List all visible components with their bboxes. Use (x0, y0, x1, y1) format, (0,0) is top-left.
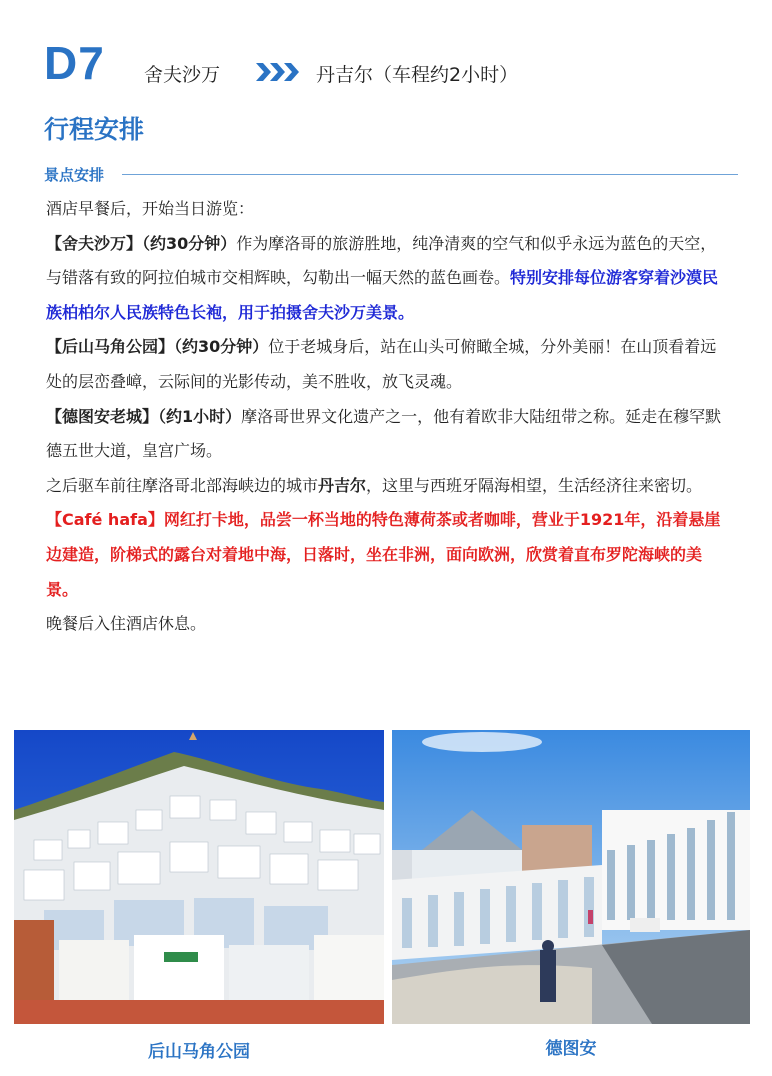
transfer-before: 之后驱车前往摩洛哥北部海峡边的城市 (46, 475, 319, 495)
section-title: 行程安排 (44, 115, 145, 144)
transfer-city: 丹吉尔 (318, 475, 367, 495)
hill-name: 【后山马角公园】 (46, 337, 175, 357)
intro-text: 酒店早餐后，开始当日游览： (46, 199, 255, 218)
tetouan-photo (392, 730, 750, 1024)
right-photo-caption: 德图安 (545, 1039, 597, 1059)
subsection-header (44, 162, 738, 188)
day-code: D7 (44, 37, 105, 89)
tetouan-paragraph (46, 400, 726, 469)
hill-paragraph (46, 330, 726, 399)
itinerary-body (46, 192, 726, 642)
transfer-paragraph (46, 469, 726, 504)
chefchaouen-duration: （约30分钟） (142, 233, 237, 253)
tetouan-text: 摩洛哥世界文化遗产之一，他有着欧非大陆纽带之称。延走在穆罕默德五世大道，皇宫广场。 (46, 406, 722, 461)
evening-text: 晚餐后入住酒店休息。 (46, 614, 207, 634)
subsection-divider (122, 174, 738, 175)
cafe-paragraph: 【Café hafa】网红打卡地，品尝一杯当地的特色薄荷茶或者咖啡，营业于1921年，沿着悬崖边建造，阶梯式的露台对着地中海，日落时，坐在非洲，面向欧洲，欣赏着直布罗陀海峡的美景。 (46, 510, 721, 599)
route-destination: 丹吉尔（车程约2小时） (316, 64, 519, 86)
hill-text: 位于老城身后，站在山头可俯瞰全城，分外美丽！在山顶看着远处的层峦叠嶂，云际间的光影传动，美不胜收，放飞灵魂。 (46, 337, 717, 391)
chefchaouen-highlight: 特别安排每位游客穿着沙漠民族柏柏尔人民族特色长袍，用于拍摄舍夫沙万美景。 (46, 268, 719, 322)
subsection-title: 景点安排 (44, 164, 108, 185)
route-origin: 舍夫沙万 (144, 64, 221, 86)
chefchaouen-name: 【舍夫沙万】 (46, 233, 143, 253)
transfer-after: ，这里与西班牙隔海相望，生活经济往来密切。 (366, 475, 703, 495)
triple-chevron-right-icon (256, 60, 302, 84)
left-photo-caption: 后山马角公园 (148, 1042, 250, 1062)
tetouan-name: 【德图安老城】 (46, 406, 159, 426)
chefchaouen-paragraph (46, 227, 726, 331)
tetouan-duration: （约1小时） (158, 406, 242, 426)
chefchaouen-text: 作为摩洛哥的旅游胜地，纯净清爽的空气和似乎永远为蓝色的天空，与错落有致的阿拉伯城市交相辉映，勾勒出一幅天然的蓝色画卷。 (46, 233, 717, 288)
hill-duration: （约30分钟） (174, 337, 269, 357)
day-header (44, 36, 744, 96)
hillside-town-photo (14, 730, 384, 1024)
